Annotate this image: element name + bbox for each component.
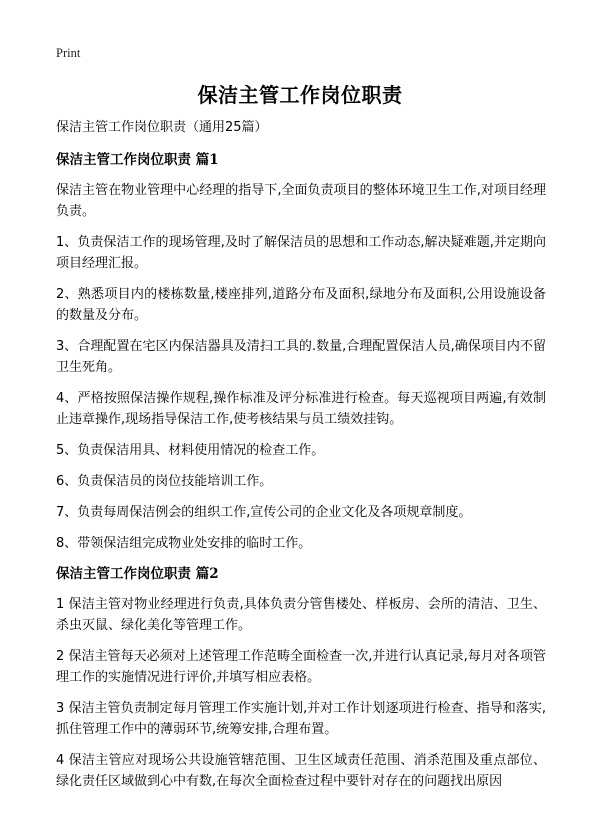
paragraph: 2 保洁主管每天必须对上述管理工作范畴全面检查一次,并进行认真记录,每月对各项管理工作的实施情况进行评价,并填写相应表格。 (56, 649, 546, 685)
section-heading: 保洁主管工作岗位职责 篇1 (56, 152, 219, 168)
paragraph: 1 保洁主管对物业经理进行负责,具体负责分管售楼处、样板房、会所的清洁、卫生、杀虫灭鼠、绿化美化等管理工作。 (56, 597, 546, 633)
document-body (56, 118, 546, 802)
paragraph: 4 保洁主管应对现场公共设施管辖范围、卫生区域责任范围、消杀范围及重点部位、绿化责任区域做到心中有数,在每次全面检查过程中要针对存在的问题找出原因 (56, 753, 546, 789)
page-title: 保洁主管工作岗位职责 (197, 83, 403, 107)
paragraph: 4、严格按照保洁操作规程,操作标准及评分标准进行检查。每天巡视项目两遍,有效制止违章操作,现场指导保洁工作,使考核结果与员工绩效挂钩。 (56, 391, 546, 427)
paragraph: 6、负责保洁员的岗位技能培训工作。 (56, 474, 273, 489)
section-2 (56, 564, 546, 792)
paragraph: 3、合理配置在宅区内保洁器具及清扫工具的.数量,合理配置保洁人员,确保项目内不留卫生死角。 (56, 339, 546, 375)
document-subtitle: 保洁主管工作岗位职责（通用25篇） (56, 120, 268, 135)
print-label: Print (56, 46, 81, 60)
section-heading: 保洁主管工作岗位职责 篇2 (56, 566, 219, 582)
section-1 (56, 150, 546, 554)
paragraph: 5、负责保洁用具、材料使用情况的检查工作。 (56, 443, 325, 458)
paragraph: 1、负责保洁工作的现场管理,及时了解保洁员的思想和工作动态,解决疑难题,并定期向项目经理汇报。 (56, 235, 546, 271)
paragraph: 保洁主管在物业管理中心经理的指导下,全面负责项目的整体环境卫生工作,对项目经理负责。 (56, 183, 546, 219)
paragraph: 2、熟悉项目内的楼栋数量,楼座排列,道路分布及面积,绿地分布及面积,公用设施设备的数量及分布。 (56, 287, 546, 323)
paragraph: 3 保洁主管负责制定每月管理工作实施计划,并对工作计划逐项进行检查、指导和落实,抓住管理工作中的薄弱环节,统筹安排,合理布置。 (56, 701, 546, 737)
paragraph: 7、负责每周保洁例会的组织工作,宣传公司的企业文化及各项规章制度。 (56, 505, 472, 520)
paragraph: 8、带领保洁组完成物业处安排的临时工作。 (56, 536, 312, 551)
